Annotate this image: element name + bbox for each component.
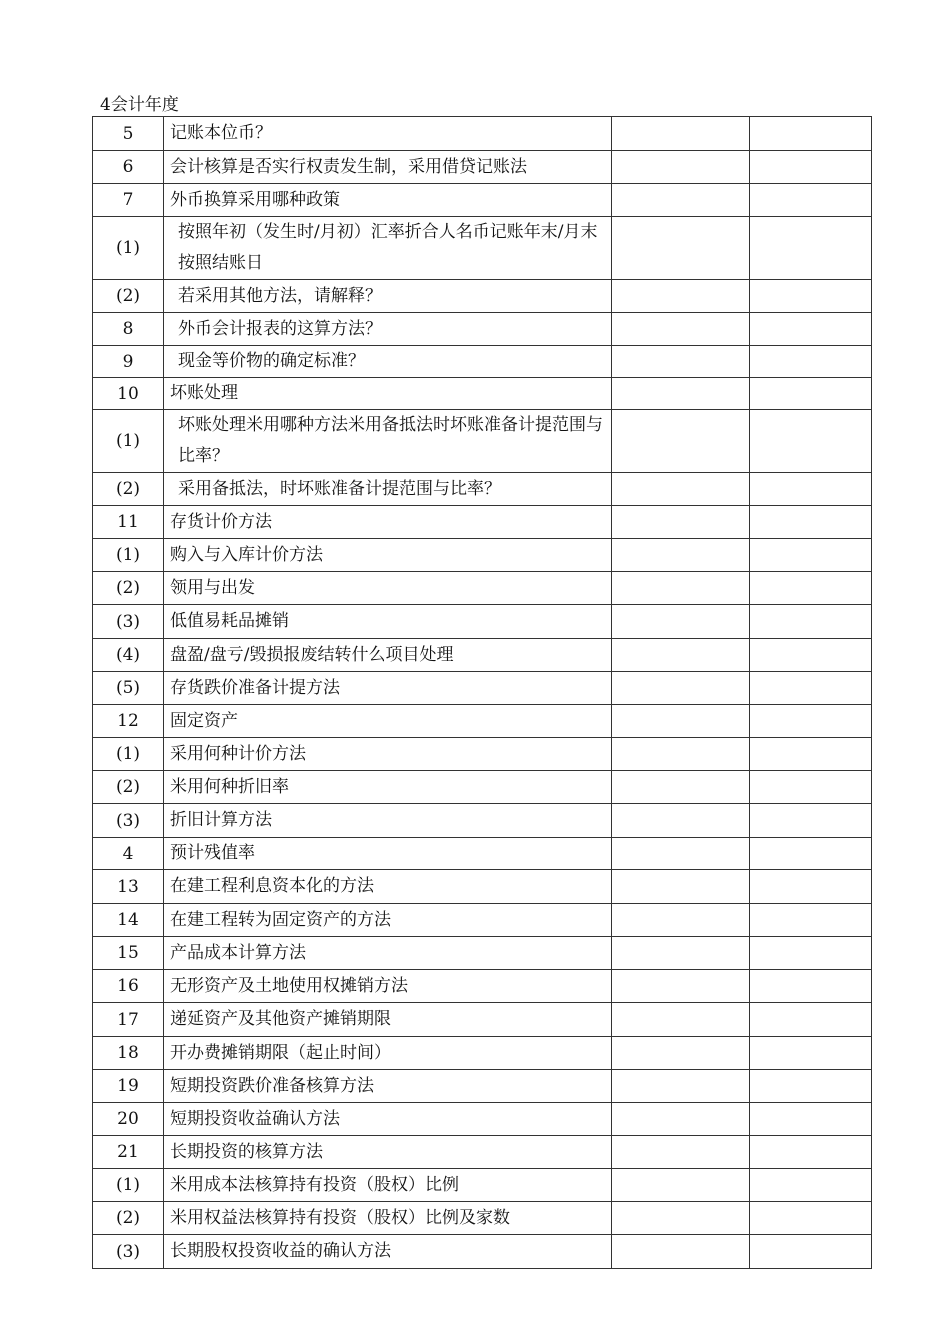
row-number: (1) xyxy=(93,539,164,572)
row-item: 盘盈/盘亏/毁损报废结转什么项目处理 xyxy=(164,639,612,672)
row-number: 11 xyxy=(93,506,164,539)
table-row xyxy=(93,804,872,838)
answer-cell[interactable] xyxy=(612,738,750,771)
remark-cell[interactable] xyxy=(750,838,872,870)
remark-cell[interactable] xyxy=(750,1070,872,1103)
row-item: 采用何种计价方法 xyxy=(164,738,612,771)
remark-cell[interactable] xyxy=(750,771,872,804)
row-item: 递延资产及其他资产摊销期限 xyxy=(164,1003,612,1037)
answer-cell[interactable] xyxy=(612,539,750,572)
row-number: (4) xyxy=(93,639,164,672)
table-row xyxy=(93,151,872,184)
table-row xyxy=(93,1003,872,1037)
row-number: (2) xyxy=(93,1202,164,1235)
answer-cell[interactable] xyxy=(612,410,750,473)
row-item: 会计核算是否实行权责发生制，采用借贷记账法 xyxy=(164,151,612,184)
table-row xyxy=(93,738,872,771)
answer-cell[interactable] xyxy=(612,1169,750,1202)
table-row xyxy=(93,184,872,217)
row-item: 短期投资跌价准备核算方法 xyxy=(164,1070,612,1103)
answer-cell[interactable] xyxy=(612,672,750,705)
table-row xyxy=(93,1103,872,1136)
table-row xyxy=(93,473,872,506)
answer-cell[interactable] xyxy=(612,378,750,410)
row-item: 若采用其他方法，请解释？ xyxy=(164,280,612,313)
row-item: 存货跌价准备计提方法 xyxy=(164,672,612,705)
row-number: 7 xyxy=(93,184,164,217)
answer-cell[interactable] xyxy=(612,346,750,378)
answer-cell[interactable] xyxy=(612,1103,750,1136)
row-item: 长期投资的核算方法 xyxy=(164,1136,612,1169)
row-item: 坏账处理米用哪种方法米用备抵法时坏账准备计提范围与比率？ xyxy=(164,410,612,473)
row-item: 购入与入库计价方法 xyxy=(164,539,612,572)
answer-cell[interactable] xyxy=(612,1037,750,1070)
row-number: 17 xyxy=(93,1003,164,1037)
row-number: (1) xyxy=(93,1169,164,1202)
remark-cell[interactable] xyxy=(750,410,872,473)
answer-cell[interactable] xyxy=(612,804,750,838)
row-number: 5 xyxy=(93,117,164,151)
remark-cell[interactable] xyxy=(750,672,872,705)
row-number: 21 xyxy=(93,1136,164,1169)
remark-cell[interactable] xyxy=(750,804,872,838)
table-row xyxy=(93,506,872,539)
remark-cell[interactable] xyxy=(750,217,872,280)
row-number: 18 xyxy=(93,1037,164,1070)
answer-cell[interactable] xyxy=(612,937,750,970)
answer-cell[interactable] xyxy=(612,151,750,184)
table-row xyxy=(93,672,872,705)
table-row xyxy=(93,410,872,473)
row-item: 产品成本计算方法 xyxy=(164,937,612,970)
answer-cell[interactable] xyxy=(612,572,750,605)
remark-cell[interactable] xyxy=(750,151,872,184)
row-number: 16 xyxy=(93,970,164,1003)
table-row xyxy=(93,1169,872,1202)
table-row xyxy=(93,346,872,378)
answer-cell[interactable] xyxy=(612,904,750,937)
remark-cell[interactable] xyxy=(750,572,872,605)
table-row xyxy=(93,937,872,970)
row-number: (2) xyxy=(93,771,164,804)
row-item: 固定资产 xyxy=(164,705,612,738)
answer-cell[interactable] xyxy=(612,1235,750,1269)
answer-cell[interactable] xyxy=(612,1136,750,1169)
row-item: 领用与出发 xyxy=(164,572,612,605)
row-item: 米用成本法核算持有投资（股权）比例 xyxy=(164,1169,612,1202)
row-item: 米用何种折旧率 xyxy=(164,771,612,804)
row-number: (1) xyxy=(93,410,164,473)
row-item: 开办费摊销期限（起止时间） xyxy=(164,1037,612,1070)
answer-cell[interactable] xyxy=(612,771,750,804)
remark-cell[interactable] xyxy=(750,904,872,937)
row-number: (3) xyxy=(93,804,164,838)
answer-cell[interactable] xyxy=(612,1202,750,1235)
answer-cell[interactable] xyxy=(612,280,750,313)
table-row xyxy=(93,1202,872,1235)
row-number: 14 xyxy=(93,904,164,937)
table-row xyxy=(93,838,872,870)
row-item: 外币换算采用哪种政策 xyxy=(164,184,612,217)
row-number: 4 xyxy=(93,838,164,870)
row-item: 外币会计报表的这算方法？ xyxy=(164,313,612,346)
row-number: 20 xyxy=(93,1103,164,1136)
answer-cell[interactable] xyxy=(612,473,750,506)
row-number: (3) xyxy=(93,1235,164,1269)
table-row xyxy=(93,378,872,410)
table-row xyxy=(93,1235,872,1269)
table-row xyxy=(93,904,872,937)
table-row xyxy=(93,705,872,738)
answer-cell[interactable] xyxy=(612,605,750,639)
row-number: 12 xyxy=(93,705,164,738)
remark-cell[interactable] xyxy=(750,1169,872,1202)
remark-cell[interactable] xyxy=(750,473,872,506)
row-item: 长期股权投资收益的确认方法 xyxy=(164,1235,612,1269)
row-number: (2) xyxy=(93,280,164,313)
remark-cell[interactable] xyxy=(750,280,872,313)
remark-cell[interactable] xyxy=(750,184,872,217)
row-item: 在建工程利息资本化的方法 xyxy=(164,870,612,904)
row-item: 低值易耗品摊销 xyxy=(164,605,612,639)
remark-cell[interactable] xyxy=(750,1235,872,1269)
row-number: 15 xyxy=(93,937,164,970)
answer-cell[interactable] xyxy=(612,313,750,346)
answer-cell[interactable] xyxy=(612,506,750,539)
answer-cell[interactable] xyxy=(612,970,750,1003)
row-number: (2) xyxy=(93,473,164,506)
answer-cell[interactable] xyxy=(612,639,750,672)
table-row xyxy=(93,970,872,1003)
remark-cell[interactable] xyxy=(750,738,872,771)
row-item: 记账本位币？ xyxy=(164,117,612,151)
row-number: 13 xyxy=(93,870,164,904)
table-row xyxy=(93,217,872,280)
row-number: (3) xyxy=(93,605,164,639)
remark-cell[interactable] xyxy=(750,705,872,738)
remark-cell[interactable] xyxy=(750,605,872,639)
row-item: 预计残值率 xyxy=(164,838,612,870)
table-row xyxy=(93,313,872,346)
row-number: (1) xyxy=(93,217,164,280)
remark-cell[interactable] xyxy=(750,506,872,539)
remark-cell[interactable] xyxy=(750,870,872,904)
remark-cell[interactable] xyxy=(750,1136,872,1169)
remark-cell[interactable] xyxy=(750,937,872,970)
section-title: 4会计年度 xyxy=(100,95,179,115)
table-row xyxy=(93,1037,872,1070)
remark-cell[interactable] xyxy=(750,1037,872,1070)
table-row xyxy=(93,771,872,804)
row-item: 坏账处理 xyxy=(164,378,612,410)
row-number: 10 xyxy=(93,378,164,410)
answer-cell[interactable] xyxy=(612,1003,750,1037)
answer-cell[interactable] xyxy=(612,870,750,904)
table-row xyxy=(93,605,872,639)
remark-cell[interactable] xyxy=(750,1003,872,1037)
row-number: 6 xyxy=(93,151,164,184)
answer-cell[interactable] xyxy=(612,217,750,280)
remark-cell[interactable] xyxy=(750,639,872,672)
table-row xyxy=(93,870,872,904)
remark-cell[interactable] xyxy=(750,346,872,378)
remark-cell[interactable] xyxy=(750,313,872,346)
remark-cell[interactable] xyxy=(750,539,872,572)
accounting-policy-table xyxy=(92,116,872,1269)
row-number: 19 xyxy=(93,1070,164,1103)
table-row xyxy=(93,539,872,572)
table-row xyxy=(93,1136,872,1169)
remark-cell[interactable] xyxy=(750,1103,872,1136)
row-number: (5) xyxy=(93,672,164,705)
remark-cell[interactable] xyxy=(750,1202,872,1235)
remark-cell[interactable] xyxy=(750,378,872,410)
row-item: 无形资产及土地使用权摊销方法 xyxy=(164,970,612,1003)
row-item: 折旧计算方法 xyxy=(164,804,612,838)
row-item: 采用备抵法，时坏账准备计提范围与比率？ xyxy=(164,473,612,506)
answer-cell[interactable] xyxy=(612,705,750,738)
table-row xyxy=(93,1070,872,1103)
row-item: 存货计价方法 xyxy=(164,506,612,539)
answer-cell[interactable] xyxy=(612,117,750,151)
table-row xyxy=(93,639,872,672)
answer-cell[interactable] xyxy=(612,1070,750,1103)
remark-cell[interactable] xyxy=(750,970,872,1003)
row-item: 在建工程转为固定资产的方法 xyxy=(164,904,612,937)
answer-cell[interactable] xyxy=(612,184,750,217)
row-number: (1) xyxy=(93,738,164,771)
row-item: 米用权益法核算持有投资（股权）比例及家数 xyxy=(164,1202,612,1235)
row-item: 按照年初（发生时/月初）汇率折合人名币记账年末/月末按照结账日 xyxy=(164,217,612,280)
row-number: 9 xyxy=(93,346,164,378)
answer-cell[interactable] xyxy=(612,838,750,870)
row-number: 8 xyxy=(93,313,164,346)
row-item: 短期投资收益确认方法 xyxy=(164,1103,612,1136)
table-row xyxy=(93,280,872,313)
row-item: 现金等价物的确定标准？ xyxy=(164,346,612,378)
remark-cell[interactable] xyxy=(750,117,872,151)
table-row xyxy=(93,572,872,605)
table-row xyxy=(93,117,872,151)
row-number: (2) xyxy=(93,572,164,605)
